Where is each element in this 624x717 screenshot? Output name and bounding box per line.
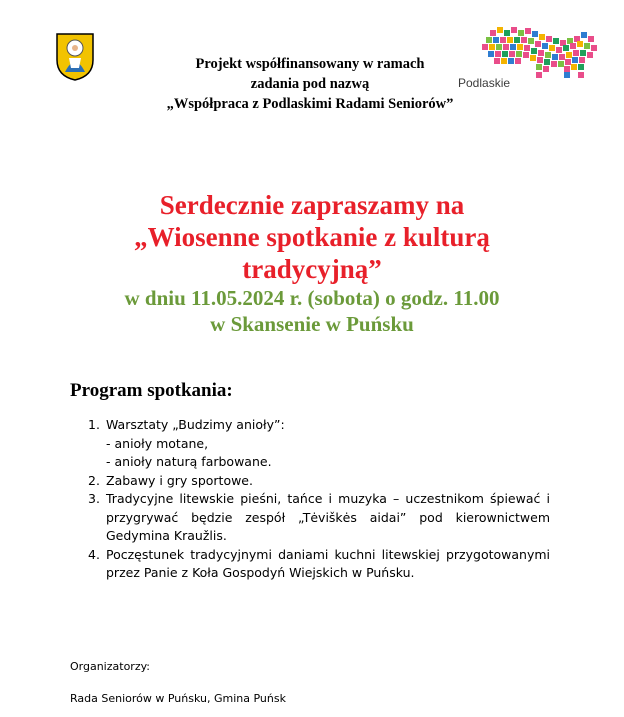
list-item-text: Zabawy i gry sportowe.: [106, 472, 253, 488]
list-item-number: 4.: [88, 546, 100, 562]
organizers-names: Rada Seniorów w Puńsku, Gmina Puńsk: [70, 692, 286, 705]
list-item-text: Tradycyjne litewskie pieśni, tańce i muzyka – uczestnikom śpiewać i przygrywać będzie zespół „Tėviškės aidai” pod kierownictwem Gedymina Kraužlis.: [106, 491, 550, 543]
list-item: [88, 546, 550, 583]
invitation-line-1: Serdecznie zapraszamy na: [159, 190, 465, 220]
event-date: w dniu 11.05.2024 r. (sobota) o godz. 11.00: [124, 286, 500, 310]
coat-of-arms-icon: [55, 32, 95, 82]
list-item-text: Warsztaty „Budzimy anioły”:: [106, 417, 285, 432]
header-line-2: zadania pod nazwą: [250, 76, 370, 92]
list-subitem: - anioły naturą farbowane.: [106, 454, 272, 469]
organizers-title: Organizatorzy:: [70, 660, 151, 673]
program-list: [88, 416, 550, 583]
list-item: [88, 416, 550, 472]
list-item: [88, 490, 550, 546]
invitation-line-2: „Wiosenne spotkanie z kulturą: [134, 222, 490, 252]
invitation-line-3: tradycyjną”: [242, 254, 382, 284]
list-item-number: 1.: [88, 417, 100, 432]
list-item-number: 3.: [88, 491, 100, 506]
header-line-1: Projekt współfinansowany w ramach: [195, 56, 425, 72]
list-item-number: 2.: [88, 472, 100, 488]
list-item: [88, 472, 550, 491]
invitation-heading: [0, 189, 624, 337]
header-line-3: „Współpraca z Podlaskimi Radami Seniorów”: [166, 96, 454, 112]
region-logo-label: Podlaskie: [458, 76, 511, 90]
list-subitem: - anioły motane,: [106, 435, 209, 451]
event-place: w Skansenie w Puńsku: [210, 312, 414, 336]
project-header: [120, 54, 500, 114]
list-item-text: Poczęstunek tradycyjnymi daniami kuchni litewskiej przygotowanymi przez Panie z Koła Gospodyń Wiejskich w Puńsku.: [106, 546, 550, 580]
program-title: Program spotkania:: [70, 380, 233, 401]
